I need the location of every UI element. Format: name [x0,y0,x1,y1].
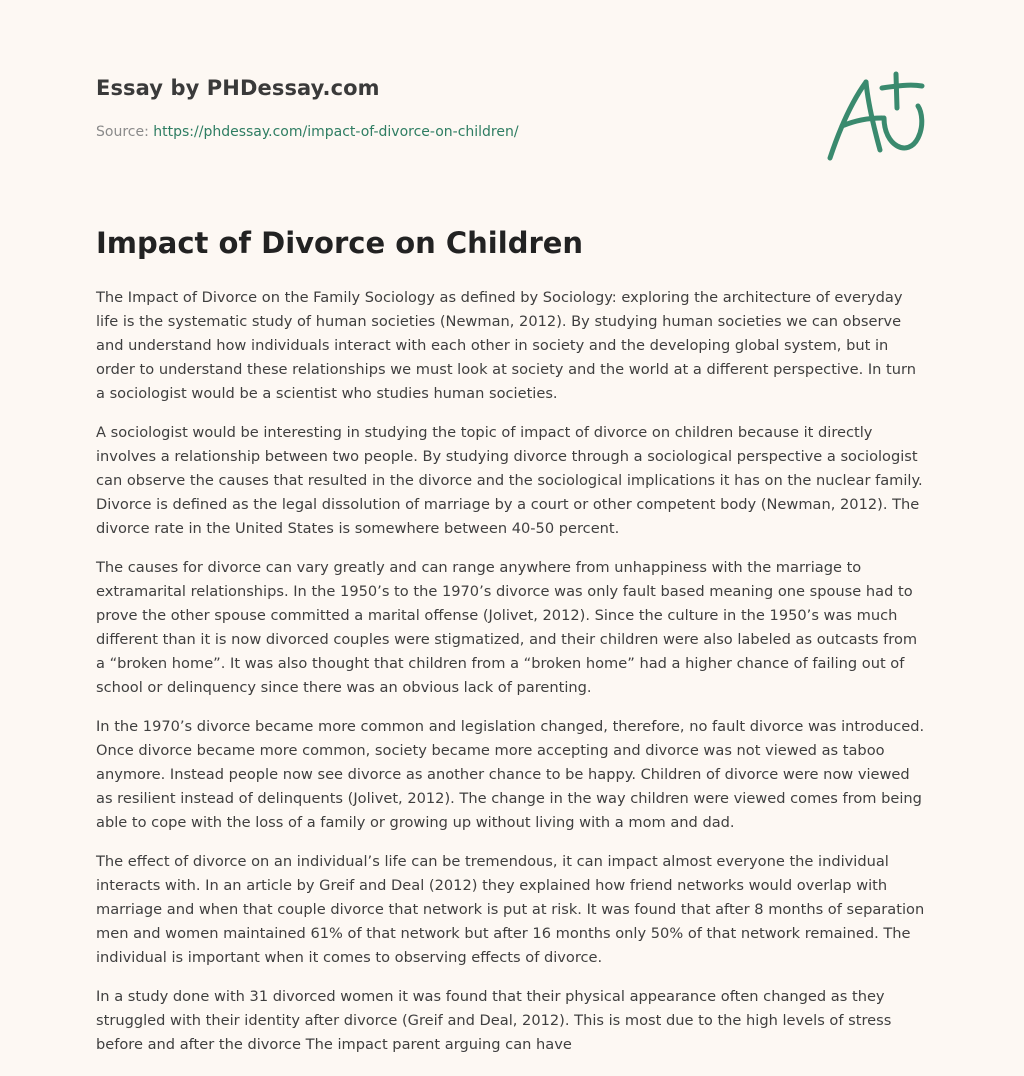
paragraph: In the 1970’s divorce became more common and legislation changed, therefore, no fault divorce was introduced. Once divorce became more common, society became more accepting and divorce was not viewed as taboo anymore. Instead people now see divorce as another chance to be happy. Children of divorce were now viewed as resilient instead of delinquents (Jolivet, 2012). The change in the way children were viewed comes from being able to cope with the loss of a family or growing up without living with a mom and dad. [96,718,925,831]
paragraph: The causes for divorce can vary greatly and can range anywhere from unhappiness with the marriage to extramarital relationships. In the 1950’s to the 1970’s divorce was only fault based meaning one spouse had to prove the other spouse committed a marital offense (Jolivet, 2012). Since the culture in the 1950’s was much different than it is now divorced couples were stigmatized, and their children were also labeled as outcasts from a “broken home”. It was also thought that children from a “broken home” had a higher chance of failing out of school or delinquency since there was an obvious lack of parenting. [96,559,918,696]
source-label: Source: [96,124,149,140]
essay-title: Impact of Divorce on Children [96,226,584,260]
source-link[interactable]: https://phdessay.com/impact-of-divorce-on-children/ [153,124,519,140]
paragraph: In a study done with 31 divorced women it was found that their physical appearance often changed as they struggled with their identity after divorce (Greif and Deal, 2012). This is most due to the high levels of stress before and after the divorce The impact parent arguing can have [96,988,892,1053]
paragraph: The Impact of Divorce on the Family Sociology as defined by Sociology: exploring the architecture of everyday life is the systematic study of human societies (Newman, 2012). By studying human societies we can observe and understand how individuals interact with each other in society and the developing global system, but in order to understand these relationships we must look at society and the world at a different perspective. In turn a sociologist would be a scientist who studies human societies. [96,289,917,402]
site-brand: Essay by PHDessay.com [96,76,380,100]
paragraph: A sociologist would be interesting in studying the topic of impact of divorce on children because it directly involves a relationship between two people. By studying divorce through a sociological perspective a sociologist can observe the causes that resulted in the divorce and the sociological implications it has on the nuclear family. Divorce is defined as the legal dissolution of marriage by a court or other competent body (Newman, 2012). The divorce rate in the United States is somewhere between 40-50 percent. [96,424,923,537]
essay-body [96,286,926,1072]
a-plus-icon [822,68,928,164]
source-line [96,124,519,140]
paragraph: The effect of divorce on an individual’s life can be tremendous, it can impact almost everyone the individual interacts with. In an article by Greif and Deal (2012) they explained how friend networks would overlap with marriage and when that couple divorce that network is put at risk. It was found that after 8 months of separation men and women maintained 61% of that network but after 16 months only 50% of that network remained. The individual is important when it comes to observing effects of divorce. [96,853,925,966]
